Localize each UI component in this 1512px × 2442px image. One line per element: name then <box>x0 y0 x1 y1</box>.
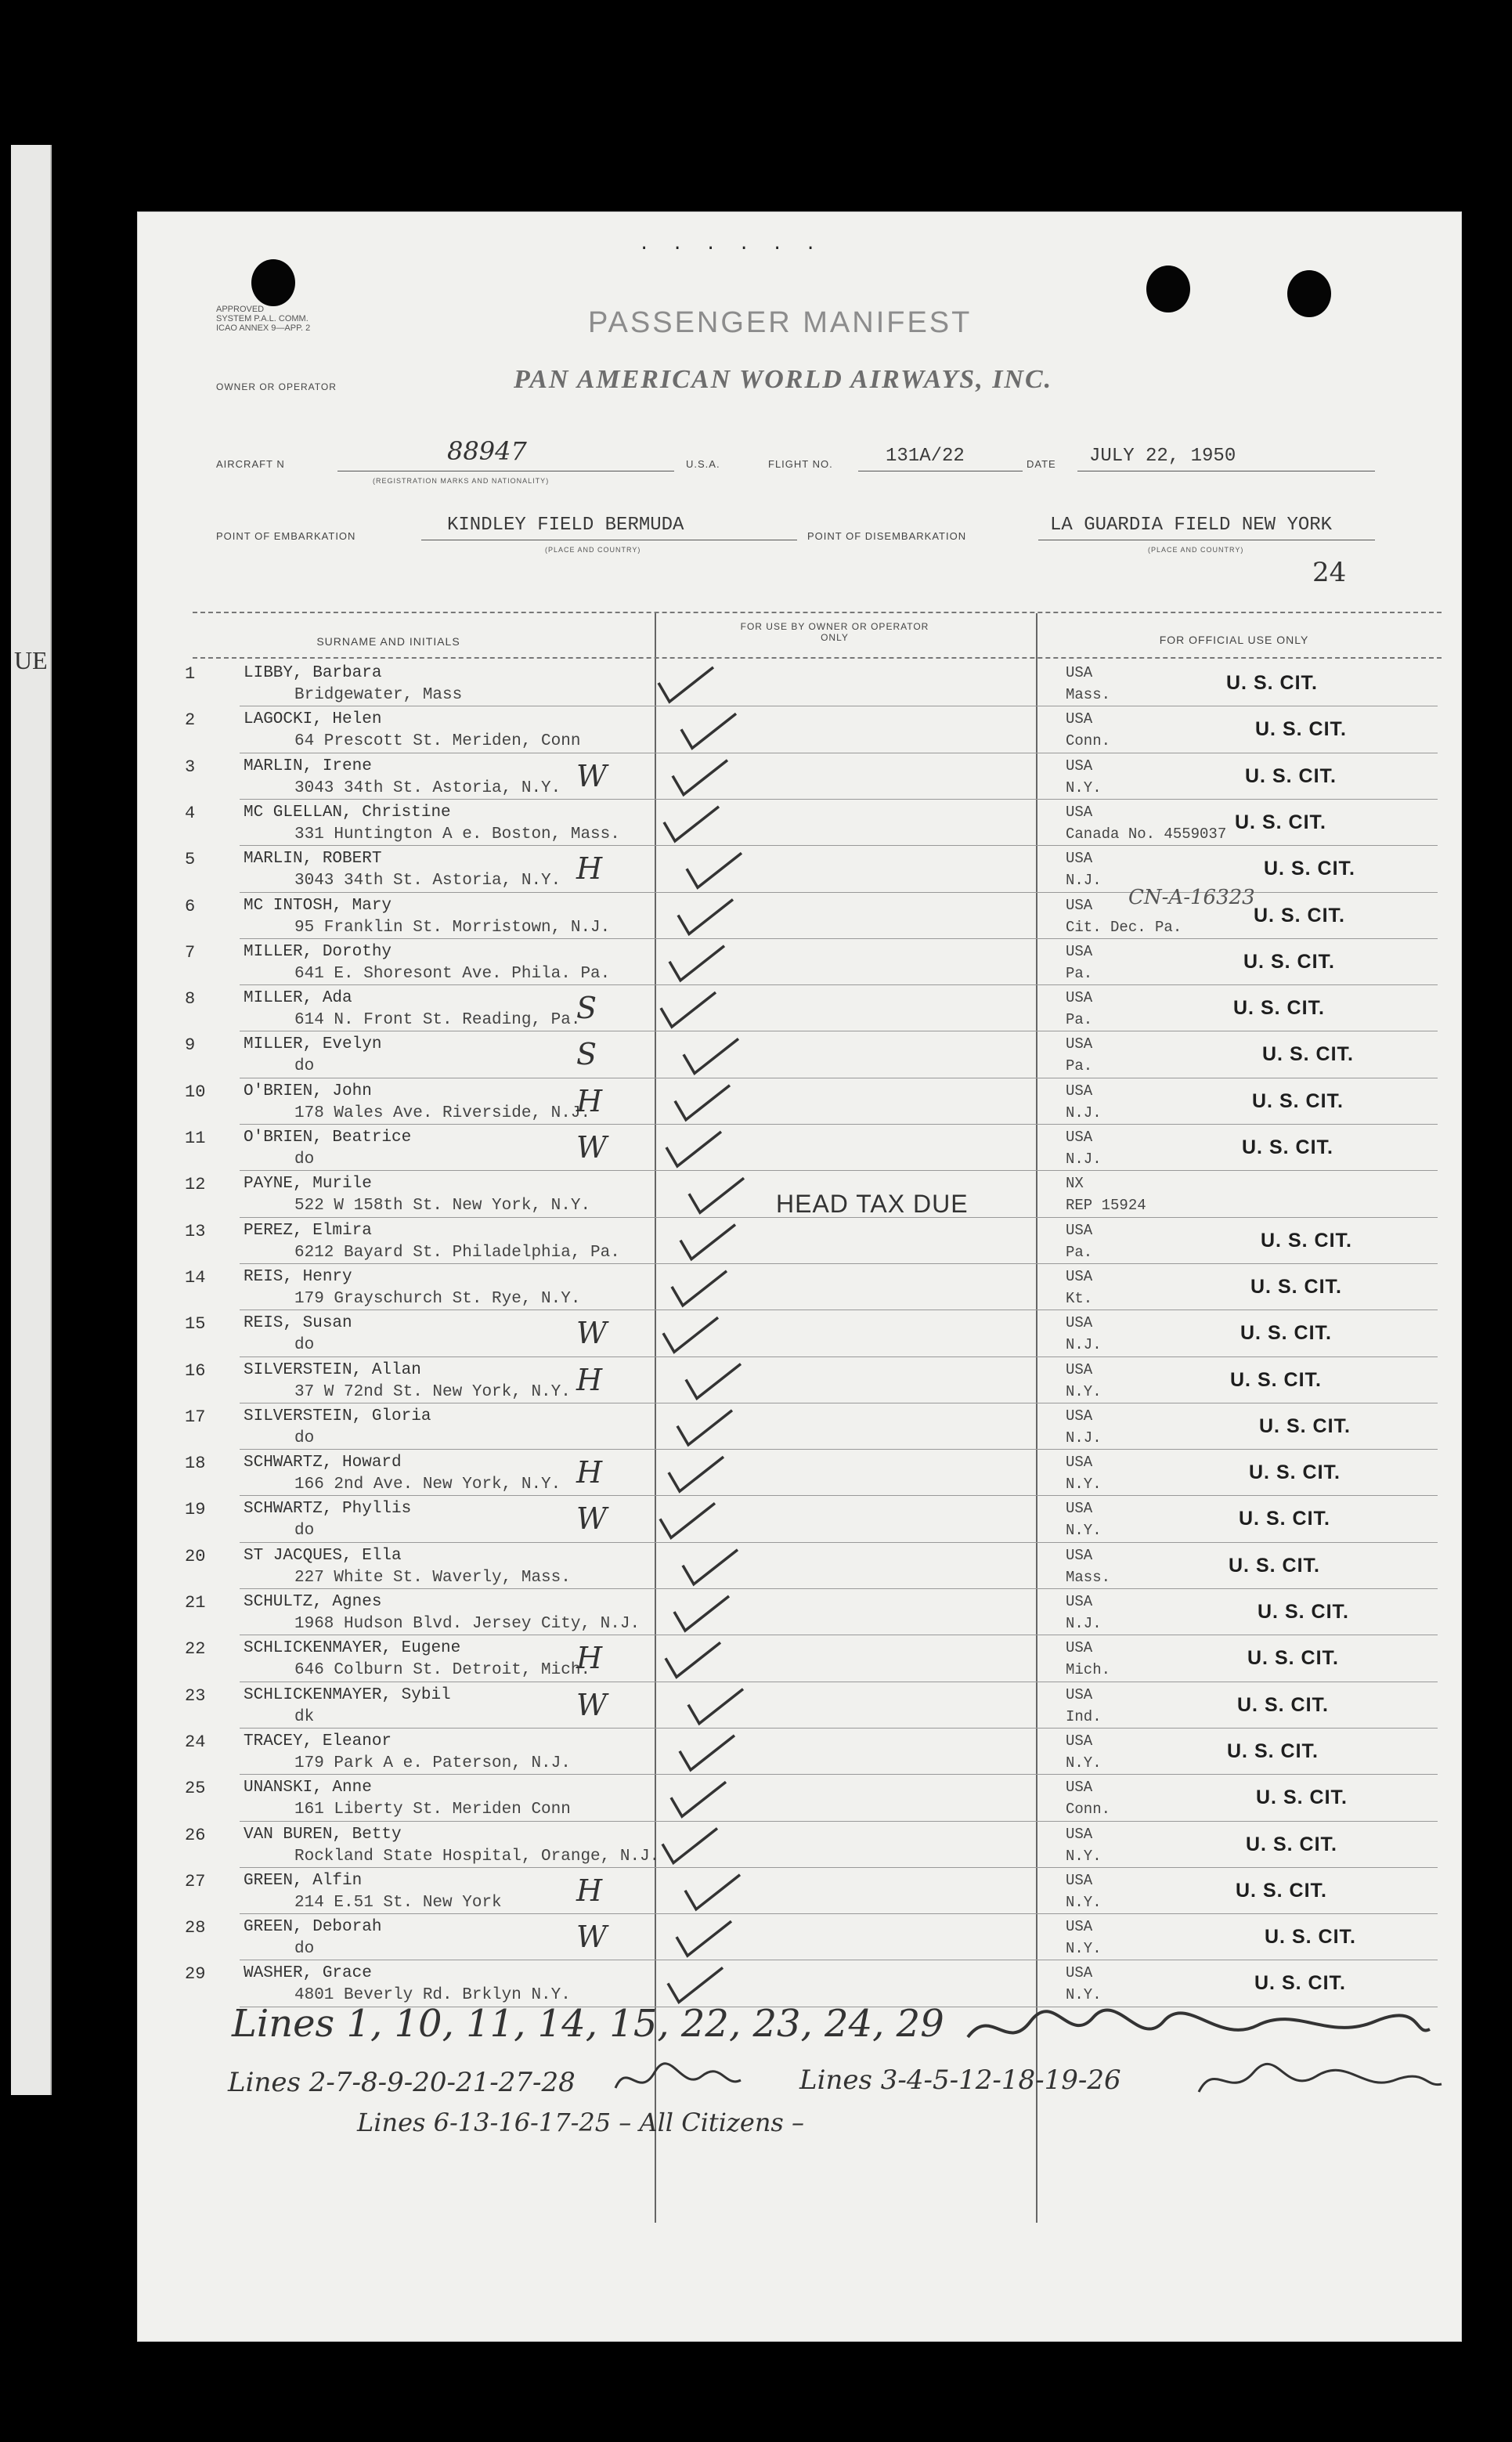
citizenship-stamp: U. S. CIT. <box>1255 718 1347 741</box>
passenger-name: O'BRIEN, Beatrice <box>244 1129 412 1147</box>
citizenship-stamp: U. S. CIT. <box>1226 672 1318 694</box>
citizenship-detail: Pa. <box>1066 964 1093 982</box>
passenger-address: 179 Grayschurch St. Rye, N.Y. <box>294 1289 581 1308</box>
citizenship-detail: N.Y. <box>1066 778 1102 797</box>
date-label: DATE <box>1027 458 1056 470</box>
row-number: 2 <box>185 710 196 731</box>
passenger-name: LAGOCKI, Helen <box>244 710 382 729</box>
citizenship-detail: Conn. <box>1066 732 1111 750</box>
row-number: 27 <box>185 1871 206 1891</box>
citizenship-stamp: U. S. CIT. <box>1262 1043 1354 1066</box>
form-title: PASSENGER MANIFEST <box>588 306 973 339</box>
citizenship-stamp: U. S. CIT. <box>1258 1601 1349 1623</box>
citizenship-detail: N.Y. <box>1066 1476 1102 1494</box>
surname-column-header: SURNAME AND INITIALS <box>316 635 460 648</box>
passenger-name: SCHLICKENMAYER, Sybil <box>244 1685 451 1704</box>
citizenship: USA <box>1066 1035 1093 1053</box>
inspector-initial: H <box>576 1641 603 1676</box>
check-mark <box>659 667 713 702</box>
inspector-initial: H <box>576 1873 603 1908</box>
citizenship: USA <box>1066 1500 1093 1518</box>
citizenship-detail: N.J. <box>1066 1429 1102 1447</box>
passenger-address: do <box>294 1336 315 1355</box>
inspector-initial: W <box>576 1316 608 1351</box>
citizenship-detail: Mass. <box>1066 686 1111 703</box>
passenger-name: VAN BUREN, Betty <box>244 1825 402 1844</box>
passenger-address: do <box>294 1057 315 1076</box>
passenger-name: SILVERSTEIN, Allan <box>244 1360 421 1379</box>
check-mark <box>669 1457 724 1491</box>
check-mark <box>688 1689 743 1724</box>
citizenship-detail: N.Y. <box>1066 1893 1102 1911</box>
citizenship-detail: Ind. <box>1066 1707 1102 1725</box>
citizenship: USA <box>1066 1593 1093 1610</box>
passenger-name: O'BRIEN, John <box>244 1082 372 1100</box>
passenger-address: Rockland State Hospital, Orange, N.J. <box>294 1847 660 1866</box>
citizenship-detail: N.J. <box>1066 1615 1102 1632</box>
citizenship: USA <box>1066 1407 1093 1425</box>
citizenship-detail: REP 15924 <box>1066 1197 1146 1215</box>
citizenship: USA <box>1066 803 1093 821</box>
check-mark <box>675 1086 730 1120</box>
passenger-name: ST JACQUES, Ella <box>244 1546 402 1565</box>
inspector-initial: W <box>576 758 608 793</box>
check-mark <box>677 1921 731 1956</box>
citizenship: USA <box>1066 1825 1093 1843</box>
row-number: 14 <box>185 1267 206 1288</box>
usa-label: U.S.A. <box>686 458 720 470</box>
citizenship-detail: N.Y. <box>1066 1382 1102 1400</box>
citizenship: USA <box>1066 1871 1093 1889</box>
citizenship-stamp: U. S. CIT. <box>1247 1647 1339 1670</box>
check-mark <box>661 992 716 1027</box>
citizenship-stamp: U. S. CIT. <box>1254 904 1345 927</box>
citizenship-stamp: U. S. CIT. <box>1237 1693 1329 1716</box>
check-mark <box>662 1829 717 1863</box>
passenger-address: 3043 34th St. Astoria, N.Y. <box>294 778 561 797</box>
citizenship: USA <box>1066 850 1093 868</box>
citizenship: USA <box>1066 1546 1093 1564</box>
citizenship: USA <box>1066 757 1093 775</box>
passenger-name: TRACEY, Eleanor <box>244 1732 392 1750</box>
embarkation-value: KINDLEY FIELD BERMUDA <box>447 515 684 536</box>
citizenship-stamp: U. S. CIT. <box>1259 1414 1351 1437</box>
passenger-address: 1968 Hudson Blvd. Jersey City, N.J. <box>294 1615 641 1633</box>
citizenship: USA <box>1066 1964 1093 1982</box>
company-name: PAN AMERICAN WORLD AIRWAYS, INC. <box>514 365 1053 394</box>
inspector-initial: H <box>576 1083 603 1118</box>
passenger-address: 214 E.51 St. New York <box>294 1893 502 1912</box>
passenger-name: LIBBY, Barbara <box>244 664 382 682</box>
check-mark <box>685 1875 740 1909</box>
disembarkation-label: POINT OF DISEMBARKATION <box>807 530 967 542</box>
citizenship-stamp: U. S. CIT. <box>1243 950 1335 973</box>
passenger-name: SCHWARTZ, Howard <box>244 1454 402 1472</box>
citizenship: USA <box>1066 1129 1093 1146</box>
passenger-address: 522 W 158th St. New York, N.Y. <box>294 1197 591 1216</box>
inspector-initial: W <box>576 1920 608 1955</box>
inspector-initial: S <box>576 1037 597 1072</box>
citizenship-stamp: U. S. CIT. <box>1245 764 1337 787</box>
row-number: 18 <box>185 1454 206 1474</box>
row-number: 26 <box>185 1825 206 1845</box>
flight-date: JULY 22, 1950 <box>1089 446 1236 467</box>
embarkation-label: POINT OF EMBARKATION <box>216 530 356 542</box>
passenger-name: MARLIN, Irene <box>244 757 372 775</box>
citizenship-detail: Conn. <box>1066 1801 1111 1819</box>
citizenship-stamp: U. S. CIT. <box>1239 1508 1330 1530</box>
passenger-address: 178 Wales Ave. Riverside, N.J. <box>294 1104 591 1122</box>
passenger-address: 37 W 72nd St. New York, N.Y. <box>294 1382 571 1401</box>
row-number: 13 <box>185 1221 206 1241</box>
citizenship-detail: Kt. <box>1066 1289 1093 1307</box>
passenger-name: MARLIN, ROBERT <box>244 850 382 869</box>
passenger-address: 166 2nd Ave. New York, N.Y. <box>294 1476 561 1494</box>
passenger-address: 64 Prescott St. Meriden, Conn <box>294 732 581 751</box>
citizenship-stamp: U. S. CIT. <box>1256 1786 1348 1809</box>
citizenship-detail: N.J. <box>1066 872 1102 890</box>
citizenship-stamp: U. S. CIT. <box>1252 1089 1344 1112</box>
passenger-name: UNANSKI, Anne <box>244 1779 372 1797</box>
passenger-address: 6212 Bayard St. Philadelphia, Pa. <box>294 1243 620 1262</box>
row-number: 11 <box>185 1129 206 1148</box>
row-number: 17 <box>185 1407 206 1427</box>
passenger-name: MC GLELLAN, Christine <box>244 803 451 822</box>
flight-label: FLIGHT NO. <box>768 458 833 470</box>
official-column-header: FOR OFFICIAL USE ONLY <box>1159 634 1309 646</box>
inspector-signature-1 <box>960 1998 1445 2061</box>
citizenship-stamp: U. S. CIT. <box>1265 1926 1356 1949</box>
citizenship: USA <box>1066 1314 1093 1332</box>
row-number: 28 <box>185 1918 206 1938</box>
check-mark <box>666 1132 721 1166</box>
row-number: 16 <box>185 1360 206 1381</box>
citizenship: USA <box>1066 1639 1093 1657</box>
registration-caption: (REGISTRATION MARKS AND NATIONALITY) <box>373 477 550 485</box>
citizenship-detail: Cit. Dec. Pa. <box>1066 918 1182 936</box>
manifest-sheet <box>137 211 1462 2342</box>
check-mark <box>684 1039 738 1073</box>
citizenship-stamp: U. S. CIT. <box>1249 1461 1341 1484</box>
passenger-address: 227 White St. Waverly, Mass. <box>294 1568 571 1587</box>
citizenship: USA <box>1066 1732 1093 1750</box>
citizenship-detail: Pa. <box>1066 1243 1093 1261</box>
passenger-address: 614 N. Front St. Reading, Pa. <box>294 1011 581 1030</box>
check-mark <box>678 900 733 934</box>
citizenship-stamp: U. S. CIT. <box>1240 1322 1332 1345</box>
citizenship: USA <box>1066 664 1093 681</box>
disembarkation-value: LA GUARDIA FIELD NEW YORK <box>1050 515 1333 536</box>
inspector-initial: H <box>576 851 603 887</box>
citizenship-stamp: U. S. CIT. <box>1261 1229 1352 1252</box>
passenger-address: 3043 34th St. Astoria, N.Y. <box>294 872 561 890</box>
owner-label: OWNER OR OPERATOR <box>216 381 337 392</box>
check-mark <box>666 1642 720 1677</box>
passenger-name: MC INTOSH, Mary <box>244 896 392 915</box>
adjacent-page-strip <box>11 145 52 2095</box>
row-number: 24 <box>185 1732 206 1752</box>
inspector-signature-2 <box>608 2057 749 2104</box>
approval-note: APPROVED SYSTEM P.A.L. COMM. ICAO ANNEX 9—APP. 2 <box>216 305 311 333</box>
handwritten-line-2b: Lines 3-4-5-12-18-19-26 <box>799 2065 1121 2096</box>
row-number: 15 <box>185 1314 206 1335</box>
inspector-signature-3 <box>1191 2057 1449 2104</box>
row-number: 7 <box>185 942 196 963</box>
place-caption: (PLACE AND COUNTRY) <box>1148 546 1244 554</box>
citizenship-stamp: U. S. CIT. <box>1230 1368 1322 1391</box>
row-number: 9 <box>185 1035 196 1056</box>
passenger-name: MILLER, Ada <box>244 989 352 1008</box>
check-mark <box>669 946 724 981</box>
inspector-initial: W <box>576 1687 608 1722</box>
passenger-name: WASHER, Grace <box>244 1964 372 1983</box>
passenger-name: GREEN, Deborah <box>244 1918 382 1937</box>
citizenship: USA <box>1066 710 1093 728</box>
passenger-address: 4801 Beverly Rd. Brklyn N.Y. <box>294 1986 571 2005</box>
passenger-name: REIS, Henry <box>244 1267 352 1286</box>
handwritten-line-2a: Lines 2-7-8-9-20-21-27-28 <box>228 2067 576 2098</box>
owner-column-header: FOR USE BY OWNER OR OPERATOR ONLY <box>740 621 929 643</box>
check-mark <box>687 853 742 887</box>
citizenship: USA <box>1066 989 1093 1007</box>
citizenship-detail: N.Y. <box>1066 1754 1102 1772</box>
head-tax-note: HEAD TAX DUE <box>776 1190 969 1218</box>
check-mark <box>677 1411 732 1445</box>
row-number: 4 <box>185 803 196 823</box>
citizenship-stamp: U. S. CIT. <box>1242 1136 1333 1158</box>
citizenship: USA <box>1066 1082 1093 1100</box>
citizenship: USA <box>1066 1454 1093 1472</box>
passenger-address: 161 Liberty St. Meriden Conn <box>294 1801 571 1819</box>
passenger-address: do <box>294 1429 315 1447</box>
row-number: 29 <box>185 1964 206 1985</box>
inspector-initial: W <box>576 1501 608 1537</box>
check-mark <box>683 1550 738 1584</box>
passenger-address: do <box>294 1151 315 1169</box>
passenger-address: Bridgewater, Mass <box>294 686 463 704</box>
punch-marks: · · · · · · <box>639 239 822 258</box>
passenger-name: PAYNE, Murile <box>244 1175 372 1194</box>
citizenship-stamp: U. S. CIT. <box>1264 858 1355 880</box>
row-number: 23 <box>185 1685 206 1706</box>
citizenship-detail: N.Y. <box>1066 1847 1102 1865</box>
citizenship-stamp: U. S. CIT. <box>1250 1275 1342 1298</box>
citizenship-detail: N.Y. <box>1066 1940 1102 1958</box>
citizenship-stamp: U. S. CIT. <box>1229 1554 1320 1577</box>
check-mark <box>681 713 736 748</box>
citizenship-stamp: U. S. CIT. <box>1254 1972 1346 1995</box>
passenger-address: 641 E. Shoresont Ave. Phila. Pa. <box>294 964 611 983</box>
row-number: 25 <box>185 1779 206 1799</box>
adjacent-page-fragment: UE <box>14 646 48 674</box>
passenger-name: GREEN, Alfin <box>244 1871 363 1890</box>
page-number: 24 <box>1312 557 1347 588</box>
passenger-name: SILVERSTEIN, Gloria <box>244 1407 431 1425</box>
row-number: 12 <box>185 1175 206 1195</box>
check-mark <box>663 1317 718 1352</box>
citizenship-detail: N.Y. <box>1066 1986 1102 2004</box>
passenger-address: do <box>294 1940 315 1959</box>
place-caption: (PLACE AND COUNTRY) <box>545 546 641 554</box>
citizenship: USA <box>1066 896 1093 914</box>
passenger-name: REIS, Susan <box>244 1314 352 1333</box>
citizenship: USA <box>1066 1685 1093 1703</box>
check-mark <box>680 1225 735 1259</box>
handwritten-line-3: Lines 6-13-16-17-25 – All Citizens – <box>357 2108 805 2137</box>
row-number: 21 <box>185 1593 206 1613</box>
handwritten-cn-number: CN-A-16323 <box>1128 886 1255 909</box>
row-number: 8 <box>185 989 196 1010</box>
citizenship: USA <box>1066 1779 1093 1797</box>
aircraft-number: 88947 <box>447 436 527 466</box>
check-mark <box>664 807 719 841</box>
citizenship-stamp: U. S. CIT. <box>1236 1879 1327 1902</box>
check-mark <box>674 1596 729 1631</box>
passenger-address: dk <box>294 1707 315 1726</box>
passenger-name: PEREZ, Elmira <box>244 1221 372 1240</box>
citizenship: USA <box>1066 1918 1093 1936</box>
passenger-address: 646 Colburn St. Detroit, Mich. <box>294 1661 591 1680</box>
citizenship-detail: Mich. <box>1066 1661 1111 1679</box>
citizenship-detail: N.J. <box>1066 1151 1102 1168</box>
citizenship-stamp: U. S. CIT. <box>1246 1833 1337 1855</box>
row-number: 20 <box>185 1546 206 1566</box>
citizenship: USA <box>1066 942 1093 960</box>
passenger-name: MILLER, Evelyn <box>244 1035 382 1054</box>
check-mark <box>680 1736 734 1770</box>
passenger-address: do <box>294 1522 315 1541</box>
handwritten-line-1: Lines 1, 10, 11, 14, 15, 22, 23, 24, 29 <box>232 2002 944 2046</box>
citizenship: USA <box>1066 1221 1093 1239</box>
citizenship-detail: Pa. <box>1066 1011 1093 1029</box>
citizenship-detail: Canada No. 4559037 <box>1066 825 1227 843</box>
aircraft-label: AIRCRAFT N <box>216 458 285 470</box>
passenger-address: 331 Huntington A e. Boston, Mass. <box>294 825 620 844</box>
citizenship-detail: N.J. <box>1066 1336 1102 1354</box>
row-number: 5 <box>185 850 196 870</box>
row-number: 19 <box>185 1500 206 1520</box>
passenger-name: SCHLICKENMAYER, Eugene <box>244 1639 461 1658</box>
citizenship-stamp: U. S. CIT. <box>1235 811 1326 833</box>
check-mark <box>660 1503 715 1537</box>
citizenship: USA <box>1066 1267 1093 1285</box>
inspector-initial: H <box>576 1455 603 1490</box>
passenger-name: MILLER, Dorothy <box>244 942 392 961</box>
row-number: 6 <box>185 896 196 916</box>
passenger-address: 95 Franklin St. Morristown, N.J. <box>294 918 611 937</box>
passenger-name: SCHWARTZ, Phyllis <box>244 1500 412 1519</box>
inspector-initial: S <box>576 991 597 1026</box>
passenger-address: 179 Park A e. Paterson, N.J. <box>294 1754 571 1772</box>
citizenship-detail: Pa. <box>1066 1057 1093 1075</box>
check-mark <box>689 1178 744 1212</box>
row-number: 22 <box>185 1639 206 1660</box>
inspector-initial: W <box>576 1130 608 1165</box>
check-mark <box>672 1271 727 1306</box>
check-mark <box>671 1782 726 1816</box>
row-number: 3 <box>185 757 196 777</box>
flight-number: 131A/22 <box>886 446 965 467</box>
citizenship-stamp: U. S. CIT. <box>1227 1739 1319 1762</box>
citizenship: USA <box>1066 1360 1093 1378</box>
passenger-name: SCHULTZ, Agnes <box>244 1593 382 1611</box>
row-number: 10 <box>185 1082 206 1102</box>
citizenship-detail: N.J. <box>1066 1104 1102 1122</box>
citizenship-stamp: U. S. CIT. <box>1233 997 1325 1020</box>
citizenship: NX <box>1066 1175 1084 1193</box>
citizenship-detail: N.Y. <box>1066 1522 1102 1540</box>
citizenship-detail: Mass. <box>1066 1568 1111 1586</box>
check-mark <box>673 760 727 795</box>
row-number: 1 <box>185 664 196 684</box>
inspector-initial: H <box>576 1362 603 1397</box>
check-mark <box>668 1967 723 2002</box>
check-mark <box>686 1364 741 1399</box>
